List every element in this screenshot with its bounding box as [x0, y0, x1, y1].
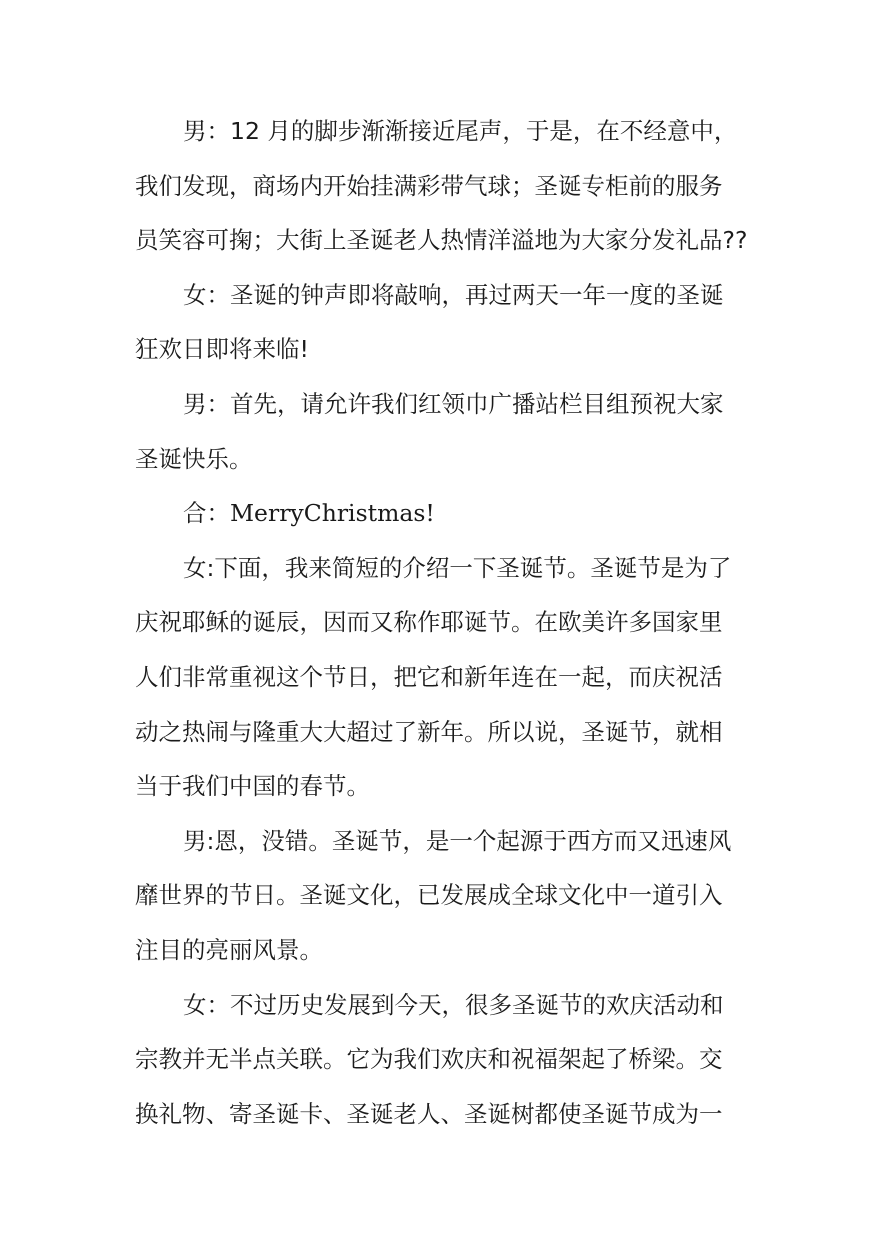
text-line: 当于我们中国的春节。 [135, 772, 370, 801]
text-line: 男：12 月的脚步渐渐接近尾声，于是，在不经意中， [183, 117, 738, 145]
paragraph-1 [135, 104, 755, 268]
text-line: 女:下面，我来简短的介绍一下圣诞节。圣诞节是为了 [183, 553, 732, 582]
text-line: 男:恩，没错。圣诞节，是一个起源于西方而又迅速风 [183, 826, 732, 855]
paragraph-3 [135, 377, 755, 486]
text-line: 我们发现，商场内开始挂满彩带气球；圣诞专柜前的服务 [135, 171, 723, 200]
text-line: 人们非常重视这个节日，把它和新年连在一起，而庆祝活 [135, 662, 723, 691]
document-body [135, 104, 755, 1141]
text-line: 员笑容可掬；大街上圣诞老人热情洋溢地为大家分发礼品?? [135, 226, 748, 255]
paragraph-7 [135, 978, 755, 1142]
greeting-text: MerryChristmas! [230, 499, 435, 528]
text-line: 换礼物、寄圣诞卡、圣诞老人、圣诞树都使圣诞节成为一 [135, 1099, 723, 1128]
text-line: 狂欢日即将来临! [135, 335, 309, 364]
text-line [135, 486, 755, 541]
text-line: 动之热闹与隆重大大超过了新年。所以说，圣诞节，就相 [135, 717, 723, 746]
speaker-label: 合： [183, 499, 230, 528]
text-line: 宗教并无半点关联。它为我们欢庆和祝福架起了桥梁。交 [135, 1045, 723, 1074]
text-line: 女：圣诞的钟声即将敲响，再过两天一年一度的圣诞 [183, 280, 724, 309]
text-line: 靡世界的节日。圣诞文化，已发展成全球文化中一道引入 [135, 881, 723, 910]
paragraph-6 [135, 814, 755, 978]
text-line: 男：首先，请允许我们红领巾广播站栏目组预祝大家 [183, 389, 724, 418]
text-line: 注目的亮丽风景。 [135, 935, 323, 964]
text-line: 庆祝耶稣的诞辰，因而又称作耶诞节。在欧美许多国家里 [135, 608, 723, 637]
paragraph-5 [135, 541, 755, 814]
paragraph-2 [135, 268, 755, 377]
text-line: 圣诞快乐。 [135, 444, 253, 473]
text-line: 女：不过历史发展到今天，很多圣诞节的欢庆活动和 [183, 990, 724, 1019]
paragraph-4 [135, 486, 755, 541]
